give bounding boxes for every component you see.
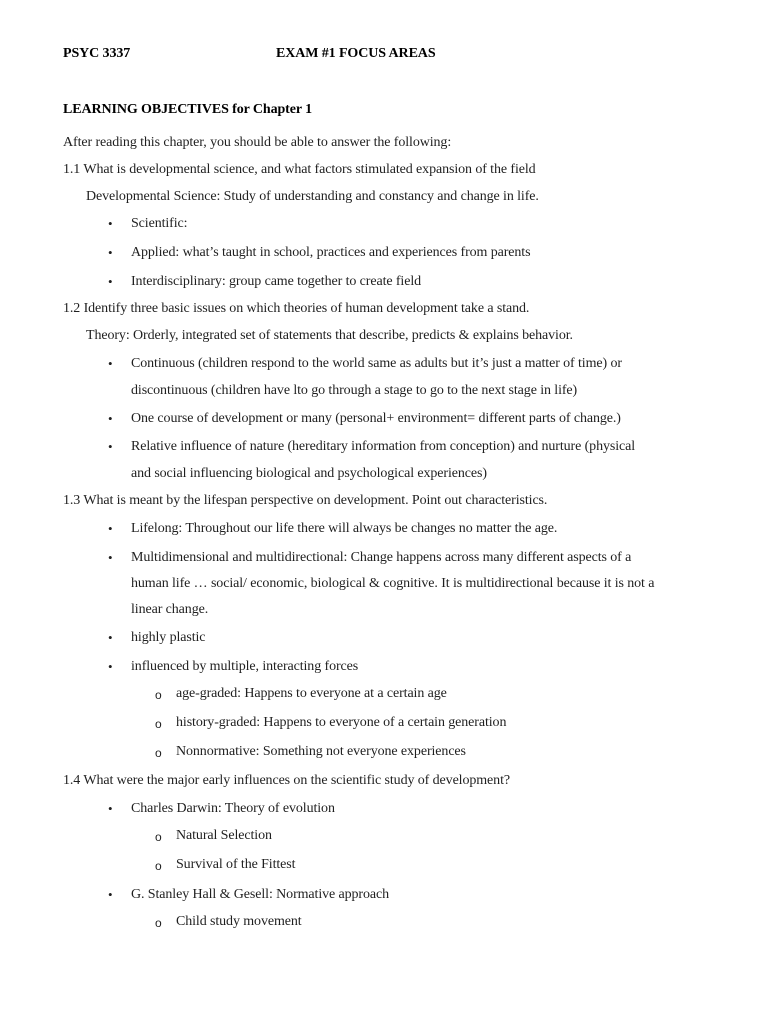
sub-list-item: age-graded: Happens to everyone at a certain age — [176, 686, 447, 701]
bullet-icon: • — [108, 521, 113, 536]
bullet-icon: • — [108, 630, 113, 645]
list-item-continuation: human life … social/ economic, biological & cognitive. It is multidirectional because it is not a — [131, 576, 655, 591]
sub-bullet-icon: o — [155, 859, 162, 873]
bullet-icon: • — [108, 411, 113, 426]
question-1-3: 1.3 What is meant by the lifespan perspective on development. Point out characteristics. — [63, 493, 548, 508]
bullet-icon: • — [108, 550, 113, 565]
bullet-icon: • — [108, 801, 113, 816]
list-item: Lifelong: Throughout our life there will always be changes no matter the age. — [131, 521, 558, 536]
list-item: Interdisciplinary: group came together to create field — [131, 274, 422, 289]
course-code: PSYC 3337 — [63, 46, 131, 61]
sub-list-item: Natural Selection — [176, 828, 272, 843]
list-item: One course of development or many (personal+ environment= different parts of change.) — [131, 411, 621, 426]
sub-list-item: history-graded: Happens to everyone of a certain generation — [176, 715, 507, 730]
list-item: influenced by multiple, interacting forces — [131, 659, 359, 674]
sub-list-item: Nonnormative: Something not everyone experiences — [176, 744, 466, 759]
sub-bullet-icon: o — [155, 688, 162, 702]
list-item: Charles Darwin: Theory of evolution — [131, 801, 335, 816]
bullet-icon: • — [108, 245, 113, 260]
list-item: highly plastic — [131, 630, 206, 645]
list-item: G. Stanley Hall & Gesell: Normative approach — [131, 887, 390, 902]
sub-bullet-icon: o — [155, 916, 162, 930]
sub-bullet-icon: o — [155, 717, 162, 731]
bullet-icon: • — [108, 659, 113, 674]
definition-developmental-science: Developmental Science: Study of understanding and constancy and change in life. — [86, 189, 539, 204]
sub-list-item: Child study movement — [176, 914, 302, 929]
sub-bullet-icon: o — [155, 746, 162, 760]
list-item: Continuous (children respond to the world same as adults but it’s just a matter of time) or — [131, 356, 622, 371]
question-1-1: 1.1 What is developmental science, and what factors stimulated expansion of the field — [63, 162, 536, 177]
list-item-continuation: and social influencing biological and psychological experiences) — [131, 466, 487, 481]
list-item-continuation: linear change. — [131, 602, 209, 617]
list-item: Relative influence of nature (hereditary information from conception) and nurture (physical — [131, 439, 636, 454]
definition-theory: Theory: Orderly, integrated set of statements that describe, predicts & explains behavior. — [86, 328, 573, 343]
sub-bullet-icon: o — [155, 830, 162, 844]
bullet-icon: • — [108, 439, 113, 454]
bullet-icon: • — [108, 216, 113, 231]
sub-list-item: Survival of the Fittest — [176, 857, 296, 872]
question-1-2: 1.2 Identify three basic issues on which theories of human development take a stand. — [63, 301, 530, 316]
exam-title: EXAM #1 FOCUS AREAS — [276, 46, 436, 61]
list-item: Scientific: — [131, 216, 188, 231]
section-title: LEARNING OBJECTIVES for Chapter 1 — [63, 102, 312, 117]
question-1-4: 1.4 What were the major early influences on the scientific study of development? — [63, 773, 510, 788]
bullet-icon: • — [108, 274, 113, 289]
list-item: Applied: what’s taught in school, practices and experiences from parents — [131, 245, 531, 260]
bullet-icon: • — [108, 887, 113, 902]
list-item: Multidimensional and multidirectional: Change happens across many different aspects of a — [131, 550, 632, 565]
bullet-icon: • — [108, 356, 113, 371]
intro-text: After reading this chapter, you should be able to answer the following: — [63, 135, 452, 150]
list-item-continuation: discontinuous (children have lto go through a stage to go to the next stage in life) — [131, 383, 578, 398]
